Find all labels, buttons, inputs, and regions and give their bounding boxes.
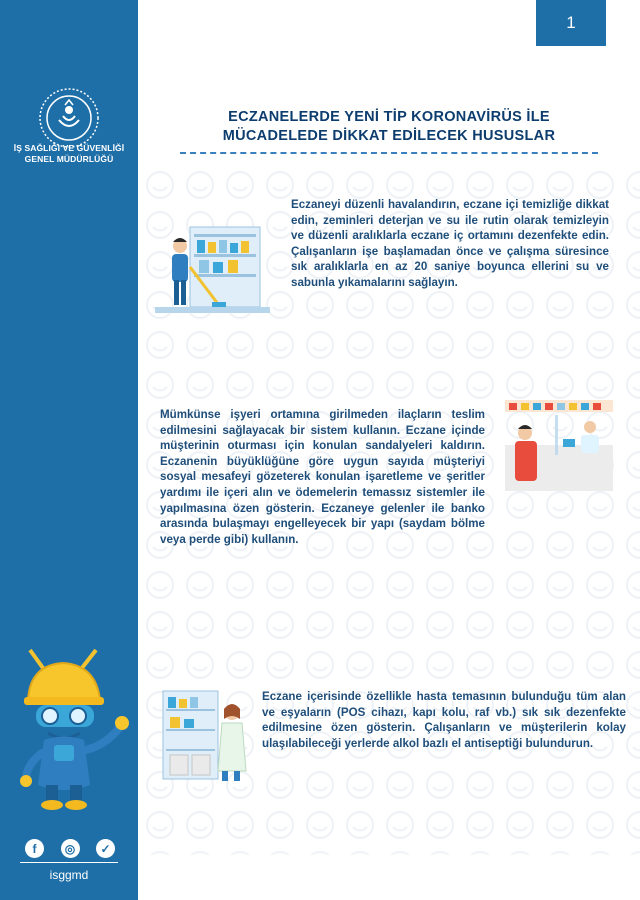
twitter-icon[interactable]: ✓ <box>96 839 115 858</box>
instagram-icon[interactable]: ◎ <box>61 839 80 858</box>
social-handle: isggmd <box>49 868 89 882</box>
paragraph-disinfection-antiseptic: Eczane içerisinde özellikle hasta temasının bulunduğu tüm alan ve eşyaların (POS cihazı, kapı kolu, raf vb.) sık sık dezenfekte edilmesine özen gösterin. Çalışanların ve müşterilerin kolay ulaşılabileceği yerlerde alkol bazlı el antiseptiği bulundurun. <box>262 690 626 750</box>
page-number-badge: 1 <box>536 0 606 46</box>
title-divider <box>180 152 598 154</box>
pharmacist-shelf-illustration <box>158 689 250 784</box>
paragraph-ventilation-cleaning: Eczaneyi düzenli havalandırın, eczane içi temizliğe dikkat edin, zeminleri deterjan ve su ile rutin olarak temizleyin ve düzenli aralıklarla eczane iç ortamını dezenfekte edin. Çalışanların işe başlamadan önce ve çalışma süresince sık aralıklarla en az 20 saniye boyunca ellerini su ve sabunla yıkamalarını sağlayın. <box>291 198 609 289</box>
ministry-emblem-icon <box>37 86 101 150</box>
social-links <box>25 839 115 859</box>
social-divider <box>20 862 118 863</box>
organization-name-line1: İŞ SAĞLIĞI VE GÜVENLİĞİ <box>13 143 125 153</box>
pharmacy-counter-illustration <box>505 395 613 495</box>
facebook-icon[interactable]: f <box>25 839 44 858</box>
page-title-line1: ECZANELERDE YENİ TİP KORONAVİRÜS İLE <box>228 109 550 125</box>
sidebar <box>0 0 138 900</box>
pharmacy-cleaning-illustration <box>150 222 275 317</box>
organization-name-line2: GENEL MÜDÜRLÜĞÜ <box>24 154 114 164</box>
organization-name <box>0 143 138 165</box>
worker-mascot-icon <box>8 645 133 810</box>
page-title-line2: MÜCADELEDE DİKKAT EDİLECEK HUSUSLAR <box>222 128 556 144</box>
page-title <box>180 108 598 146</box>
paragraph-delivery-distancing: Mümkünse işyeri ortamına girilmeden ilaçların teslim edilmesini sağlayacak bir sistem kullanın. Eczane içinde müşterinin oturması için konulan sandalyeleri kaldırın. Eczanenin büyüklüğüne göre uygun sayıda müşteriyi sosyal mesafeyi gözeterek konulan işaretleme ve şeritler yardımı ile içeri alın ve ödemelerin temassız sistemler ile yapılmasına özen gösterin. Eczaneye gelenler ile banko arasında bulaşmayı engelleyecek bir yapı (saydam bölme veya perde gibi) kullanın. <box>160 408 485 546</box>
